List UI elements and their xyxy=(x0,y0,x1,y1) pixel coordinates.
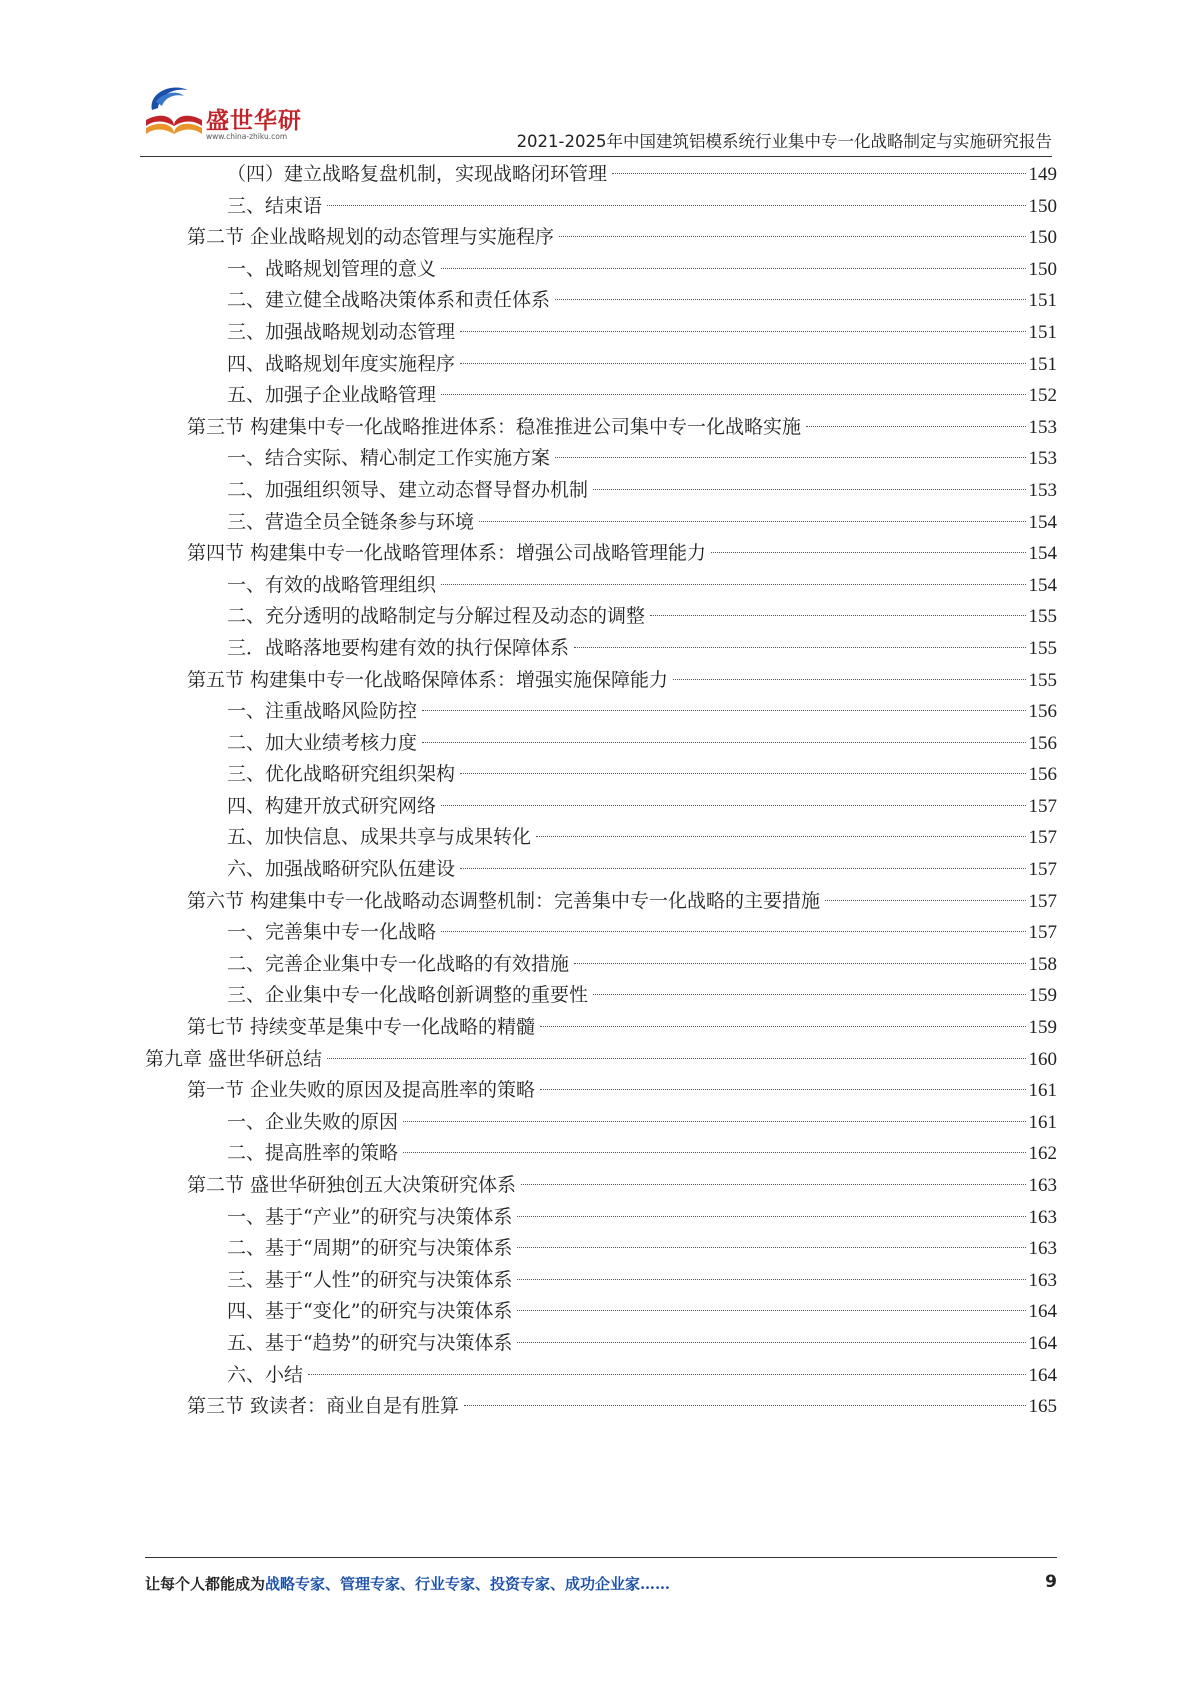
toc-entry-page: 154 xyxy=(1028,574,1057,596)
toc-entry-title: 五、加强子企业战略管理 xyxy=(227,384,437,407)
toc-entry-page: 157 xyxy=(1028,795,1057,817)
toc-entry[interactable] xyxy=(145,1360,1057,1392)
footer-divider xyxy=(145,1557,1057,1558)
toc-entry-page: 164 xyxy=(1028,1301,1057,1323)
toc-entry-title: 五、加快信息、成果共享与成果转化 xyxy=(227,826,532,849)
toc-leader-dots xyxy=(806,426,1025,427)
report-title: 2021-2025年中国建筑铝模系统行业集中专一化战略制定与实施研究报告 xyxy=(516,132,1052,151)
toc-entry-title: 六、加强战略研究队伍建设 xyxy=(227,858,456,881)
toc-entry[interactable] xyxy=(145,633,1057,665)
toc-entry[interactable] xyxy=(145,1075,1057,1107)
toc-entry-page: 153 xyxy=(1028,448,1057,470)
logo-name: 盛世华研 xyxy=(206,108,302,134)
toc-entry-page: 149 xyxy=(1028,164,1057,185)
toc-entry-title: 三、结束语 xyxy=(227,194,323,217)
toc-entry-page: 159 xyxy=(1028,1017,1057,1039)
toc-entry[interactable] xyxy=(145,159,1057,191)
toc-entry-title: 四、战略规划年度实施程序 xyxy=(227,352,456,375)
toc-entry-page: 157 xyxy=(1028,922,1057,944)
toc-entry-page: 153 xyxy=(1028,479,1057,501)
toc-entry-page: 159 xyxy=(1028,985,1057,1007)
slogan-highlight: 战略专家、管理专家、行业专家、投资专家、成功企业家…… xyxy=(265,1575,671,1593)
toc-entry[interactable] xyxy=(145,1012,1057,1044)
toc-entry[interactable] xyxy=(145,1202,1057,1234)
toc-leader-dots xyxy=(517,1342,1025,1343)
toc-entry-title: 第六节 构建集中专一化战略动态调整机制：完善集中专一化战略的主要措施 xyxy=(187,889,821,912)
toc-entry[interactable] xyxy=(145,443,1057,475)
toc-entry-title: 第三节 致读者：商业自是有胜算 xyxy=(187,1395,460,1418)
toc-entry-page: 162 xyxy=(1028,1143,1057,1165)
toc-entry-page: 156 xyxy=(1028,732,1057,754)
toc-entry-title: （四）建立战略复盘机制，实现战略闭环管理 xyxy=(227,163,608,185)
toc-leader-dots xyxy=(540,1089,1025,1090)
toc-entry-title: 二、加强组织领导、建立动态督导督办机制 xyxy=(227,478,589,501)
toc-entry-title: 一、注重战略风险防控 xyxy=(227,700,418,723)
toc-entry-title: 三．战略落地要构建有效的执行保障体系 xyxy=(227,636,570,659)
toc-entry[interactable] xyxy=(145,728,1057,760)
toc-leader-dots xyxy=(517,1310,1025,1311)
toc-leader-dots xyxy=(327,205,1025,206)
toc-entry[interactable] xyxy=(145,507,1057,539)
toc-entry-title: 第一节 企业失败的原因及提高胜率的策略 xyxy=(187,1079,536,1102)
toc-entry-page: 155 xyxy=(1028,637,1057,659)
toc-entry-title: 三、优化战略研究组织架构 xyxy=(227,763,456,786)
toc-entry-title: 四、构建开放式研究网络 xyxy=(227,794,437,817)
toc-entry-title: 三、营造全员全链条参与环境 xyxy=(227,510,475,533)
toc-entry-page: 157 xyxy=(1028,859,1057,881)
toc-entry[interactable] xyxy=(145,980,1057,1012)
toc-leader-dots xyxy=(711,552,1025,553)
toc-entry-page: 151 xyxy=(1028,353,1057,375)
footer-slogan xyxy=(145,1573,670,1594)
toc-entry-title: 二、充分透明的战略制定与分解过程及动态的调整 xyxy=(227,605,646,628)
toc-entry[interactable] xyxy=(145,1328,1057,1360)
header-divider xyxy=(140,156,1052,157)
toc-leader-dots xyxy=(460,773,1025,774)
toc-leader-dots xyxy=(422,710,1025,711)
toc-leader-dots xyxy=(403,1152,1025,1153)
toc-entry[interactable] xyxy=(145,538,1057,570)
toc-leader-dots xyxy=(521,1184,1025,1185)
toc-entry-title: 三、加强战略规划动态管理 xyxy=(227,320,456,343)
toc-leader-dots xyxy=(460,331,1025,332)
toc-entry[interactable] xyxy=(145,1044,1057,1076)
toc-entry[interactable] xyxy=(145,349,1057,381)
toc-entry[interactable] xyxy=(145,917,1057,949)
toc-entry[interactable] xyxy=(145,822,1057,854)
toc-leader-dots xyxy=(559,236,1025,237)
toc-leader-dots xyxy=(479,521,1025,522)
toc-leader-dots xyxy=(593,994,1025,995)
toc-entry[interactable] xyxy=(145,317,1057,349)
toc-entry-title: 第九章 盛世华研总结 xyxy=(145,1047,323,1070)
toc-entry-page: 165 xyxy=(1028,1396,1057,1418)
toc-leader-dots xyxy=(422,742,1025,743)
toc-entry-page: 150 xyxy=(1028,195,1057,217)
toc-entry-page: 157 xyxy=(1028,827,1057,849)
toc-entry-title: 四、基于“变化”的研究与决策体系 xyxy=(227,1300,513,1323)
toc-entry-title: 第四节 构建集中专一化战略管理体系：增强公司战略管理能力 xyxy=(187,542,707,565)
toc-leader-dots xyxy=(460,363,1025,364)
toc-entry-page: 155 xyxy=(1028,606,1057,628)
toc-entry-page: 153 xyxy=(1028,416,1057,438)
toc-entry-title: 一、基于“产业”的研究与决策体系 xyxy=(227,1205,513,1228)
toc-leader-dots xyxy=(460,868,1025,869)
toc-entry-title: 第三节 构建集中专一化战略推进体系：稳准推进公司集中专一化战略实施 xyxy=(187,415,802,438)
toc-entry[interactable] xyxy=(145,254,1057,286)
toc-entry-title: 第五节 构建集中专一化战略保障体系：增强实施保障能力 xyxy=(187,668,669,691)
toc-leader-dots xyxy=(441,394,1025,395)
toc-entry-title: 二、建立健全战略决策体系和责任体系 xyxy=(227,289,551,312)
toc-leader-dots xyxy=(574,963,1025,964)
toc-leader-dots xyxy=(673,679,1025,680)
toc-entry-page: 152 xyxy=(1028,385,1057,407)
toc-entry-title: 五、基于“趋势”的研究与决策体系 xyxy=(227,1331,513,1354)
toc-entry-title: 一、企业失败的原因 xyxy=(227,1110,399,1133)
toc-entry-page: 163 xyxy=(1028,1269,1057,1291)
toc-entry-title: 一、结合实际、精心制定工作实施方案 xyxy=(227,447,551,470)
logo-url: www.china-zhiku.com xyxy=(206,132,288,141)
toc-entry-title: 三、基于“人性”的研究与决策体系 xyxy=(227,1268,513,1291)
toc-entry[interactable] xyxy=(145,1391,1057,1423)
toc-entry[interactable] xyxy=(145,1138,1057,1170)
toc-entry[interactable] xyxy=(145,412,1057,444)
toc-entry[interactable] xyxy=(145,222,1057,254)
toc-entry-page: 161 xyxy=(1028,1111,1057,1133)
logo xyxy=(140,80,320,144)
toc-entry[interactable] xyxy=(145,854,1057,886)
toc-entry[interactable] xyxy=(145,886,1057,918)
toc-entry[interactable] xyxy=(145,285,1057,317)
toc-leader-dots xyxy=(308,1374,1025,1375)
toc-entry-page: 164 xyxy=(1028,1364,1057,1386)
toc-leader-dots xyxy=(441,805,1025,806)
toc-entry-title: 第二节 盛世华研独创五大决策研究体系 xyxy=(187,1174,517,1196)
toc-leader-dots xyxy=(825,900,1025,901)
toc-entry[interactable] xyxy=(145,475,1057,507)
toc-entry[interactable] xyxy=(145,570,1057,602)
toc-entry-title: 第二节 企业战略规划的动态管理与实施程序 xyxy=(187,226,555,249)
toc-entry-page: 150 xyxy=(1028,258,1057,280)
toc-entry[interactable] xyxy=(145,759,1057,791)
page-header xyxy=(140,80,1052,158)
toc-entry-title: 六、小结 xyxy=(227,1363,304,1386)
book-logo-icon xyxy=(140,80,206,144)
toc-leader-dots xyxy=(517,1279,1025,1280)
toc-entry-page: 163 xyxy=(1028,1238,1057,1260)
toc-entry[interactable] xyxy=(145,1170,1057,1202)
toc-entry-title: 一、战略规划管理的意义 xyxy=(227,257,437,280)
toc-entry[interactable] xyxy=(145,665,1057,697)
toc-leader-dots xyxy=(441,584,1025,585)
toc-leader-dots xyxy=(555,299,1025,300)
toc-entry-page: 156 xyxy=(1028,701,1057,723)
toc-leader-dots xyxy=(593,489,1025,490)
toc-entry-page: 150 xyxy=(1028,227,1057,249)
toc-entry[interactable] xyxy=(145,949,1057,981)
toc-entry-page: 160 xyxy=(1028,1048,1057,1070)
toc-entry-title: 三、企业集中专一化战略创新调整的重要性 xyxy=(227,984,589,1007)
toc-entry[interactable] xyxy=(145,1296,1057,1328)
toc-entry-title: 二、加大业绩考核力度 xyxy=(227,731,418,754)
toc-entry-page: 154 xyxy=(1028,511,1057,533)
page-number: 9 xyxy=(1045,1572,1057,1592)
toc-leader-dots xyxy=(612,173,1025,174)
toc-entry[interactable] xyxy=(145,1265,1057,1297)
toc-entry-page: 151 xyxy=(1028,321,1057,343)
toc-entry-page: 157 xyxy=(1028,890,1057,912)
toc-entry-page: 163 xyxy=(1028,1206,1057,1228)
toc-entry-title: 一、有效的战略管理组织 xyxy=(227,573,437,596)
toc-leader-dots xyxy=(517,1247,1025,1248)
toc-entry-page: 158 xyxy=(1028,953,1057,975)
toc-entry-page: 151 xyxy=(1028,290,1057,312)
toc-leader-dots xyxy=(464,1405,1025,1406)
toc-entry-title: 二、提高胜率的策略 xyxy=(227,1142,399,1165)
toc-entry-page: 156 xyxy=(1028,764,1057,786)
toc-entry[interactable] xyxy=(145,1107,1057,1139)
toc-leader-dots xyxy=(441,268,1025,269)
toc-leader-dots xyxy=(555,457,1025,458)
toc-entry-title: 二、基于“周期”的研究与决策体系 xyxy=(227,1237,513,1260)
toc-entry-page: 154 xyxy=(1028,543,1057,565)
toc-entry[interactable] xyxy=(145,601,1057,633)
toc-entry-page: 163 xyxy=(1028,1175,1057,1196)
toc-entry-page: 164 xyxy=(1028,1332,1057,1354)
toc-entry-page: 155 xyxy=(1028,669,1057,691)
toc-leader-dots xyxy=(441,931,1025,932)
toc-entry[interactable] xyxy=(145,1233,1057,1265)
toc-leader-dots xyxy=(403,1121,1025,1122)
toc-leader-dots xyxy=(650,615,1025,616)
toc-entry[interactable] xyxy=(145,380,1057,412)
toc-leader-dots xyxy=(540,1026,1025,1027)
slogan-prefix: 让每个人都能成为 xyxy=(145,1575,266,1593)
toc-leader-dots xyxy=(536,836,1025,837)
toc-entry-page: 161 xyxy=(1028,1080,1057,1102)
toc-entry[interactable] xyxy=(145,191,1057,223)
toc-entry-title: 一、完善集中专一化战略 xyxy=(227,921,437,944)
toc-entry[interactable] xyxy=(145,696,1057,728)
toc-entry-title: 二、完善企业集中专一化战略的有效措施 xyxy=(227,952,570,975)
toc-leader-dots xyxy=(517,1216,1025,1217)
table-of-contents xyxy=(145,159,1057,1423)
toc-entry[interactable] xyxy=(145,791,1057,823)
toc-entry-title: 第七节 持续变革是集中专一化战略的精髓 xyxy=(187,1016,536,1039)
toc-leader-dots xyxy=(327,1058,1025,1059)
toc-leader-dots xyxy=(574,647,1025,648)
